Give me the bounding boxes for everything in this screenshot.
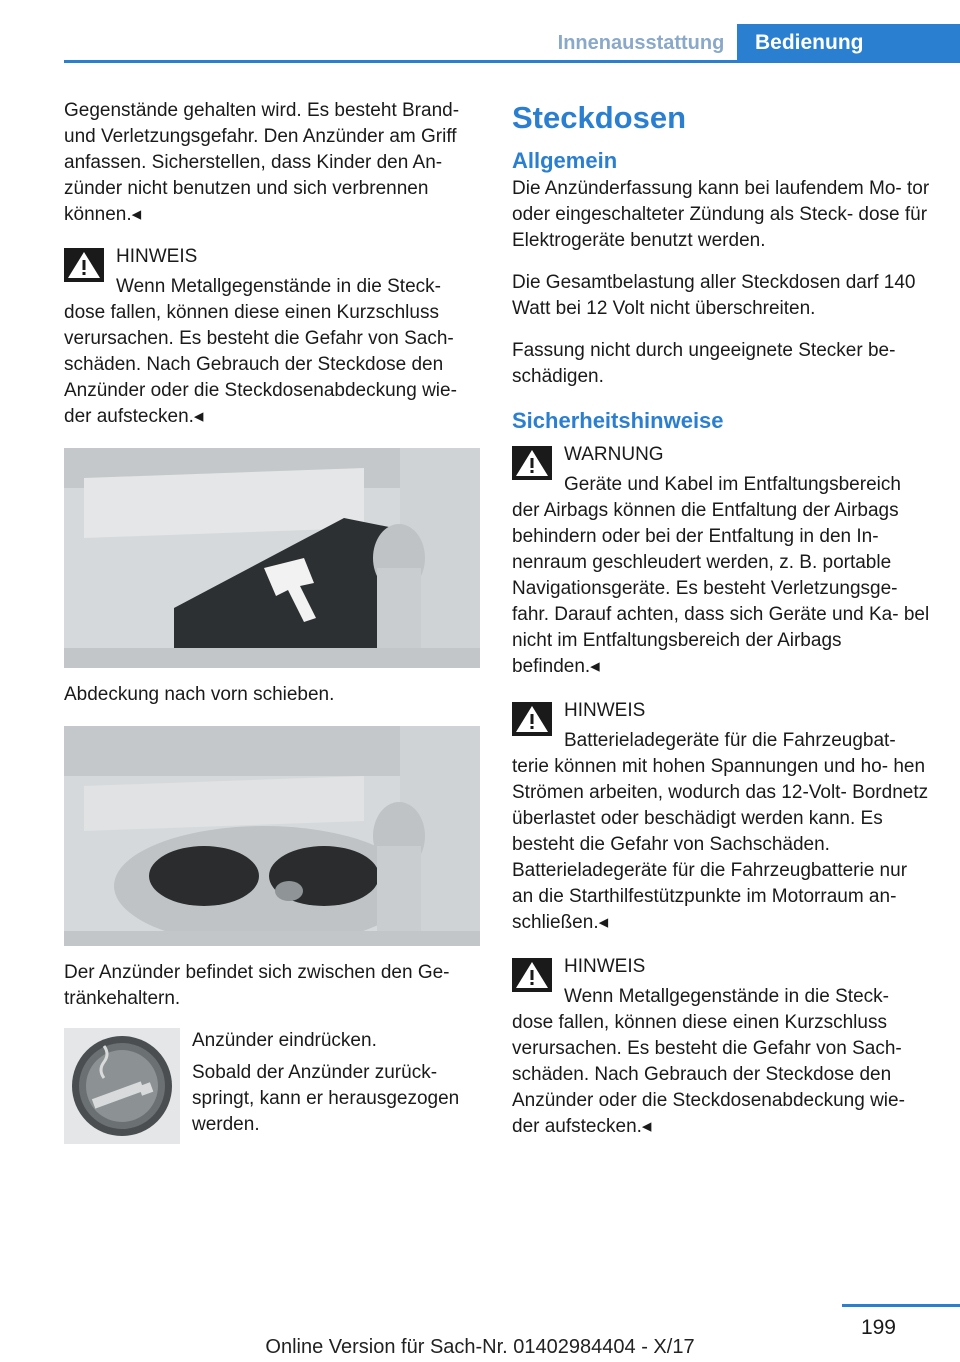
notice-hinweis-metal: [512, 954, 932, 1140]
notice-title: WARNUNG: [564, 444, 664, 465]
socket-cover-photo: [64, 448, 480, 668]
notice-first-line: Wenn Metallgegenstände in die Steck-: [116, 276, 441, 297]
warning-triangle-icon: [64, 248, 104, 282]
lighter-instruction-text: [192, 1028, 482, 1144]
general-paragraph-2: Die Gesamtbelastung aller Steckdosen darf 140 Watt bei 12 Volt nicht überschreiten.: [512, 272, 916, 319]
footer-rule: [842, 1304, 960, 1307]
notice-body: dose fallen, können diese einen Kurzschluss verursachen. Es besteht die Gefahr von Sach- schäden. Nach Gebrauch der Steckdose den Anzünder oder die Steckdosenabdeckung wie- der aufstecken.◂: [64, 302, 457, 427]
warning-triangle-icon: [512, 958, 552, 992]
press-detail: Sobald der Anzünder zurück- springt, kann er herausgezogen werden.: [192, 1062, 460, 1135]
general-paragraph-3: Fassung nicht durch ungeeignete Stecker be- schädigen.: [512, 340, 896, 387]
notice-body: dose fallen, können diese einen Kurzschluss verursachen. Es besteht die Gefahr von Sach- schäden. Nach Gebrauch der Steckdose den Anzünder oder die Steckdosenabdeckung wie- der aufstecken.◂: [512, 1012, 905, 1137]
press-instruction: Anzünder eindrücken.: [192, 1030, 377, 1051]
caption-cover: Abdeckung nach vorn schieben.: [64, 684, 335, 705]
notice-body: der Airbags können die Entfaltung der Airbags behindern oder bei der Entfaltung in den In- nenraum geschleudert werden, z. B. portable Navigationsgeräte. Es besteht Verletzungsge- fahr. Darauf achten, dass sich Geräte und Ka- bel nicht im Entfaltungsbereich der Airbags befinden.◂: [512, 500, 930, 677]
cigarette-lighter-icon: [64, 1028, 180, 1144]
notice-hinweis-left: [64, 244, 480, 430]
subheading-safety: Sicherheitshinweise: [512, 408, 724, 433]
notice-body: terie können mit hohen Spannungen und ho- hen Strömen arbeiten, wodurch das 12-Volt- Bordnetz überlastet oder beschädigt werden kann. Es besteht die Gefahr von Sachschäden. Batterieladegeräte für die Fahrzeugbatterie nur an die Starthilfestützpunkte im Motorraum an- schließen.◂: [512, 756, 929, 933]
header-section-tab: Innenausstattung: [557, 32, 725, 54]
lighter-instruction: [64, 1028, 480, 1148]
page-number: 199: [860, 1316, 896, 1339]
notice-first-line: Wenn Metallgegenstände in die Steck-: [564, 986, 889, 1007]
header-chapter-tab: Bedienung: [737, 24, 960, 61]
header-rule: [64, 60, 960, 63]
right-column: [512, 98, 932, 1158]
notice-first-line: Geräte und Kabel im Entfaltungsbereich: [564, 474, 901, 495]
notice-warnung: [512, 442, 932, 680]
notice-first-line: Batterieladegeräte für die Fahrzeugbat-: [564, 730, 896, 751]
intro-paragraph: Gegenstände gehalten wird. Es besteht Brand- und Verletzungsgefahr. Den Anzünder am Griff anfassen. Sicherstellen, dass Kinder den An- zünder nicht benutzen und sich verbrennen können.◂: [64, 100, 460, 225]
notice-title: HINWEIS: [116, 246, 198, 267]
lighter-location-photo: [64, 726, 480, 946]
warning-triangle-icon: [512, 446, 552, 480]
general-paragraph-1: Die Anzünderfassung kann bei laufendem Mo- tor oder eingeschalteter Zündung als Steck- dose für Elektrogeräte benutzt werden.: [512, 178, 930, 251]
warning-triangle-icon: [512, 702, 552, 736]
section-title: Steckdosen: [512, 100, 687, 135]
notice-hinweis-charger: [512, 698, 932, 936]
footer-text: Online Version für Sach-Nr. 01402984404 - X/17: [265, 1336, 695, 1358]
caption-lighter-location: Der Anzünder befindet sich zwischen den Ge- tränkehaltern.: [64, 962, 450, 1009]
notice-title: HINWEIS: [564, 956, 646, 977]
left-column: [64, 98, 480, 1148]
subheading-general: Allgemein: [512, 148, 618, 173]
notice-title: HINWEIS: [564, 700, 646, 721]
